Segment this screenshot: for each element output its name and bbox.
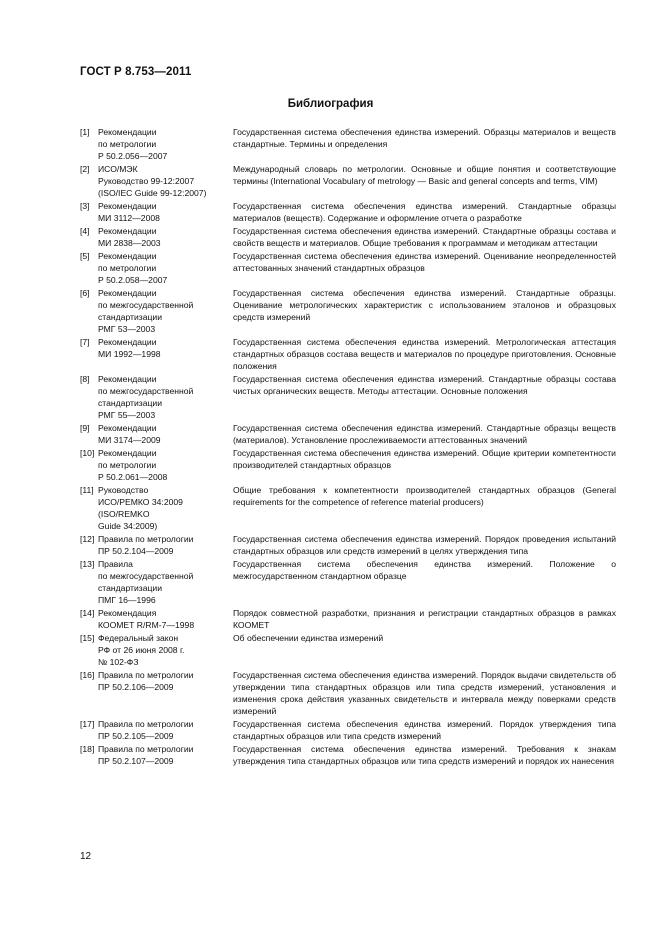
reference-line: Правила по метрологии [98,719,194,729]
entry-number: [1] [80,127,90,137]
bibliography-entry [80,422,616,446]
page-title: Библиография [287,98,374,110]
entry-reference [94,669,230,717]
reference-line: Guide 34:2009) [98,521,158,531]
reference-line: стандартизации [98,312,163,322]
entry-number: [4] [80,226,90,236]
entry-number: [16] [80,670,95,680]
entry-reference [94,225,230,249]
reference-line: Рекомендации [98,374,157,384]
bibliography-entry [80,484,616,532]
entry-description: Государственная система обеспечения единства измерений. Положение о межгосударственном стандартном образце [233,559,616,581]
entry-description: Государственная система обеспечения единства измерений. Стандартные образцы состава и свойств веществ и материалов. Общие требования к программам и методикам аттестации [233,226,616,248]
entry-reference [94,718,230,742]
bibliography-entry [80,607,616,631]
reference-line: по метрологии [98,263,157,273]
entry-description: Государственная система обеспечения единства измерений. Порядок утверждения типа стандартных образцов или типа средств измерений [233,719,616,741]
reference-line: ИСО/РЕМКО 34:2009 [98,497,183,507]
reference-line: Правила по метрологии [98,534,194,544]
reference-line: по метрологии [98,139,157,149]
entry-description: Государственная система обеспечения единства измерений. Метрологическая аттестация стандартных образцов состава веществ и материалов по процедуре приготовления. Основные положения [233,337,616,371]
entry-description: Государственная система обеспечения единства измерений. Стандартные образцы. Оценивание метрологических характеристик с использованием эталонов и образцовых средств измерений [233,288,616,322]
bibliography-entry [80,558,616,606]
reference-line: Рекомендации [98,127,157,137]
bibliography-entry [80,250,616,286]
entry-description: Государственная система обеспечения единства измерений. Стандартные образцы веществ (материалов). Установление прослеживаемости аттестованных значений [233,423,616,445]
reference-line: Рекомендации [98,251,157,261]
reference-line: Рекомендация [98,608,157,618]
entry-reference [94,484,230,532]
reference-line: по межгосударственной [98,571,194,581]
entry-description: Общие требования к компетентности производителей стандартных образцов (General requirements for the competence of reference material producers) [233,485,616,507]
entry-reference [94,163,230,199]
reference-line: Рекомендации [98,337,157,347]
entry-number: [7] [80,337,90,347]
entry-reference [94,336,230,372]
reference-line: Р 50.2.056—2007 [98,151,168,161]
entry-number: [9] [80,423,90,433]
entry-reference [94,632,230,668]
reference-line: по межгосударственной [98,386,194,396]
entry-reference [94,126,230,162]
reference-line: Р 50.2.058—2007 [98,275,168,285]
entry-description: Об обеспечении единства измерений [233,633,384,643]
bibliography-entry [80,632,616,668]
reference-line: КООМЕТ R/RM-7—1998 [98,620,195,630]
reference-line: № 102-ФЗ [98,657,139,667]
entry-number: [18] [80,744,95,754]
reference-line: Р 50.2.061—2008 [98,472,168,482]
reference-line: Рекомендации [98,423,157,433]
entry-description: Государственная система обеспечения единства измерений. Порядок выдачи свидетельств об утверждении типа стандартных образцов или типа средств измерений, установления и изменения срока действия указанных свидетельств и интервала между поверками средств измерений [233,670,616,716]
bibliography-list [80,126,616,768]
reference-line: РФ от 26 июня 2008 г. [98,645,185,655]
reference-line: Правила по метрологии [98,670,194,680]
reference-line: Рекомендации [98,288,157,298]
entry-number: [17] [80,719,95,729]
entry-number: [13] [80,559,95,569]
entry-reference [94,373,230,421]
reference-line: Рекомендации [98,226,157,236]
reference-line: Федеральный закон [98,633,179,643]
reference-line: Правила по метрологии [98,744,194,754]
reference-line: ПР 50.2.106—2009 [98,682,174,692]
entry-reference [94,558,230,606]
reference-line: стандартизации [98,398,163,408]
bibliography-entry [80,225,616,249]
reference-line: (ISO/REMKO [98,509,150,519]
bibliography-entry [80,669,616,717]
reference-line: стандартизации [98,583,163,593]
entry-number: [6] [80,288,90,298]
entry-number: [5] [80,251,90,261]
entry-description: Государственная система обеспечения единства измерений. Стандартные образцы материалов (веществ). Содержание и оформление отчета о разработке [233,201,616,223]
reference-line: Рекомендации [98,448,157,458]
entry-reference [94,200,230,224]
reference-line: ПР 50.2.105—2009 [98,731,174,741]
reference-line: Руководство 99-12:2007 [98,176,195,186]
bibliography-entry [80,743,616,767]
entry-description: Государственная система обеспечения единства измерений. Общие критерии компетентности производителей стандартных образцов [233,448,616,470]
entry-reference [94,447,230,483]
entry-reference [94,250,230,286]
standard-designation: ГОСТ Р 8.753—2011 [80,66,192,78]
bibliography-entry [80,373,616,421]
reference-line: по межгосударственной [98,300,194,310]
bibliography-entry [80,163,616,199]
entry-description: Государственная система обеспечения единства измерений. Стандартные образцы состава чистых органических веществ. Методы аттестации. Основные положения [233,374,616,396]
entry-description: Международный словарь по метрологии. Основные и общие понятия и соответствующие термины (International Vocabulary of metrology — Basic and general concepts and terms, VIM) [233,164,616,186]
entry-number: [11] [80,485,94,495]
reference-line: (ISO/IEC Guide 99-12:2007) [98,188,207,198]
reference-line: ПМГ 16—1996 [98,595,156,605]
reference-line: Руководство [98,485,149,495]
reference-line: ПР 50.2.104—2009 [98,546,174,556]
bibliography-entry [80,126,616,162]
reference-line: ИСО/МЭК [98,164,138,174]
bibliography-entry [80,447,616,483]
entry-number: [10] [80,448,95,458]
entry-number: [15] [80,633,95,643]
entry-number: [12] [80,534,95,544]
page-number: 12 [80,851,92,862]
bibliography-entry [80,533,616,557]
bibliography-entry [80,200,616,224]
reference-line: РМГ 53—2003 [98,324,156,334]
entry-description: Государственная система обеспечения единства измерений. Оценивание неопределенностей аттестованных значений стандартных образцов [233,251,616,273]
reference-line: РМГ 55—2003 [98,410,156,420]
bibliography-entry [80,336,616,372]
entry-number: [8] [80,374,90,384]
entry-number: [2] [80,164,90,174]
entry-reference [94,743,230,767]
entry-description: Государственная система обеспечения единства измерений. Образцы материалов и веществ стандартные. Термины и определения [233,127,616,149]
reference-line: МИ 3112—2008 [98,213,160,223]
bibliography-entry [80,718,616,742]
entry-description: Государственная система обеспечения единства измерений. Порядок проведения испытаний стандартных образцов или средств измерений в целях утверждения типа [233,534,616,556]
reference-line: ПР 50.2.107—2009 [98,756,174,766]
reference-line: МИ 1992—1998 [98,349,161,359]
reference-line: Рекомендации [98,201,157,211]
reference-line: МИ 2838—2003 [98,238,161,248]
entry-number: [14] [80,608,95,618]
entry-reference [94,422,230,446]
entry-reference [94,287,230,335]
reference-line: по метрологии [98,460,157,470]
entry-reference [94,607,230,631]
bibliography-entry [80,287,616,335]
reference-line: Правила [98,559,133,569]
entry-number: [3] [80,201,90,211]
reference-line: МИ 3174—2009 [98,435,161,445]
entry-reference [94,533,230,557]
entry-description: Государственная система обеспечения единства измерений. Требования к знакам утверждения типа стандартных образцов или типа средств измерений и порядок их нанесения [233,744,616,766]
entry-description: Порядок совместной разработки, признания и регистрации стандартных образцов в рамках КООМЕТ [233,608,616,630]
